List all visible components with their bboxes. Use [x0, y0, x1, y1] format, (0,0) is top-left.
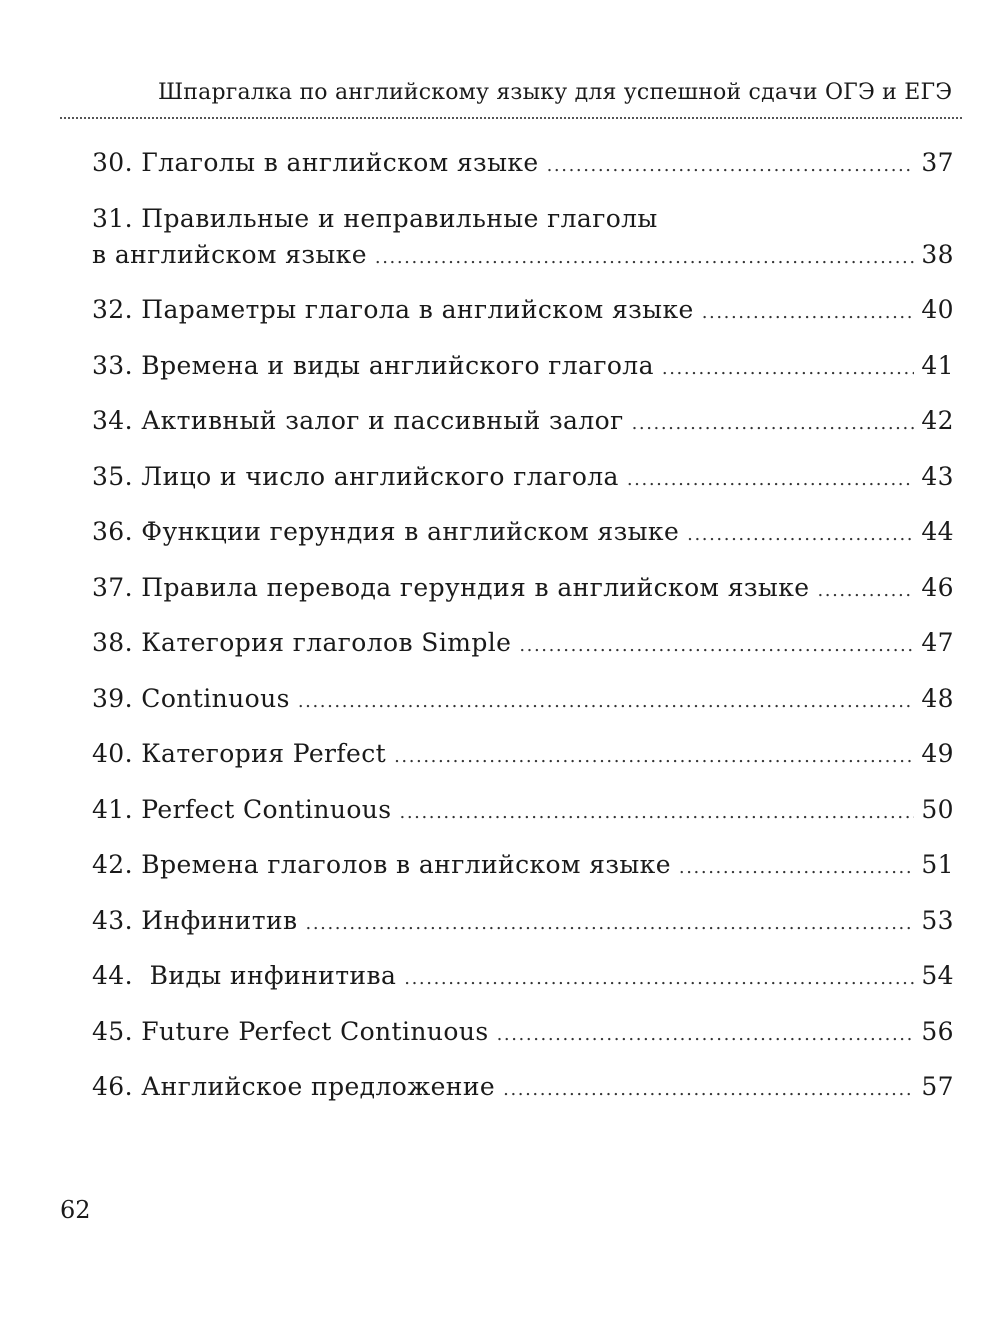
running-header: Шпаргалка по английскому языку для успешной сдачи ОГЭ и ЕГЭ: [158, 80, 953, 105]
dot-leader: [394, 739, 914, 775]
toc-entry-title: 37. Правила перевода герундия в английском языке: [92, 573, 810, 602]
toc-entry: [92, 514, 954, 553]
dot-leader: [627, 462, 914, 498]
toc-entry: [92, 201, 954, 276]
toc-entry-title: 36. Функции герундия в английском языке: [92, 517, 680, 546]
toc-entry: [92, 903, 954, 942]
dot-leader: [662, 351, 914, 387]
toc-entry-title: 38. Категория глаголов Simple: [92, 628, 512, 657]
toc-entry: [92, 292, 954, 331]
toc-entry-page: 56: [921, 1017, 954, 1046]
header-dotted-rule: [60, 117, 962, 119]
page-number: 62: [60, 1196, 91, 1224]
toc-entry: [92, 1014, 954, 1053]
toc-entry-title: 32. Параметры глагола в английском языке: [92, 295, 694, 324]
dot-leader: [298, 684, 914, 720]
toc-entry: [92, 348, 954, 387]
toc-entry: [92, 625, 954, 664]
toc-entry: [92, 958, 954, 997]
dot-leader: [519, 628, 914, 664]
toc-entry-page: 48: [921, 684, 954, 713]
toc-entry: [92, 1069, 954, 1108]
toc-entry-title: 41. Perfect Continuous: [92, 795, 392, 824]
toc-entry: [92, 403, 954, 442]
toc-entry-page: 37: [921, 148, 954, 177]
toc-entry: [92, 145, 954, 184]
dot-leader: [306, 906, 915, 942]
toc-entry-page: 42: [921, 406, 954, 435]
dot-leader: [497, 1017, 914, 1053]
dot-leader: [702, 295, 914, 331]
dot-leader: [687, 517, 914, 553]
toc-entry-title: 43. Инфинитив: [92, 906, 298, 935]
dot-leader: [679, 850, 914, 886]
toc-entry-title: 35. Лицо и число английского глагола: [92, 462, 619, 491]
toc-entry-title: 33. Времена и виды английского глагола: [92, 351, 654, 380]
toc-entry-page: 46: [921, 573, 954, 602]
toc-entry: [92, 792, 954, 831]
dot-leader: [375, 240, 914, 276]
toc-entry-page: 47: [921, 628, 954, 657]
toc-entry-title: 34. Активный залог и пассивный залог: [92, 406, 624, 435]
toc-entry-page: 50: [921, 795, 954, 824]
toc-entry: [92, 459, 954, 498]
toc-entry-title: 42. Времена глаголов в английском языке: [92, 850, 671, 879]
dot-leader: [503, 1072, 914, 1108]
toc-entry-title: в английском языке: [92, 240, 367, 269]
toc-entry-page: 41: [921, 351, 954, 380]
toc-entry-title: 30. Глаголы в английском языке: [92, 148, 539, 177]
toc-entry-page: 49: [921, 739, 954, 768]
toc-entry: [92, 847, 954, 886]
toc-entry-title: 39. Continuous: [92, 684, 290, 713]
toc-entry-title: 40. Категория Perfect: [92, 739, 387, 768]
toc-entry-page: 53: [921, 906, 954, 935]
dot-leader: [547, 148, 914, 184]
toc-entry-page: 57: [921, 1072, 954, 1101]
toc-entry-page: 43: [921, 462, 954, 491]
toc-entry-page: 54: [921, 961, 954, 990]
toc-entry-title-line1: 31. Правильные и неправильные глаголы: [92, 204, 658, 233]
toc-entry-page: 44: [921, 517, 954, 546]
toc-entry-page: 40: [921, 295, 954, 324]
toc-entry-page: 51: [921, 850, 954, 879]
toc-entry-title: 45. Future Perfect Continuous: [92, 1017, 489, 1046]
toc-entry: [92, 570, 954, 609]
dot-leader: [632, 406, 914, 442]
dot-leader: [400, 795, 915, 831]
toc-entry: [92, 681, 954, 720]
toc-entry-title: 44. Виды инфинитива: [92, 961, 397, 990]
toc-entry-page: 38: [921, 240, 954, 269]
dot-leader: [404, 961, 914, 997]
dot-leader: [817, 573, 914, 609]
toc-entry-title: 46. Английское предложение: [92, 1072, 496, 1101]
toc-entry: [92, 736, 954, 775]
